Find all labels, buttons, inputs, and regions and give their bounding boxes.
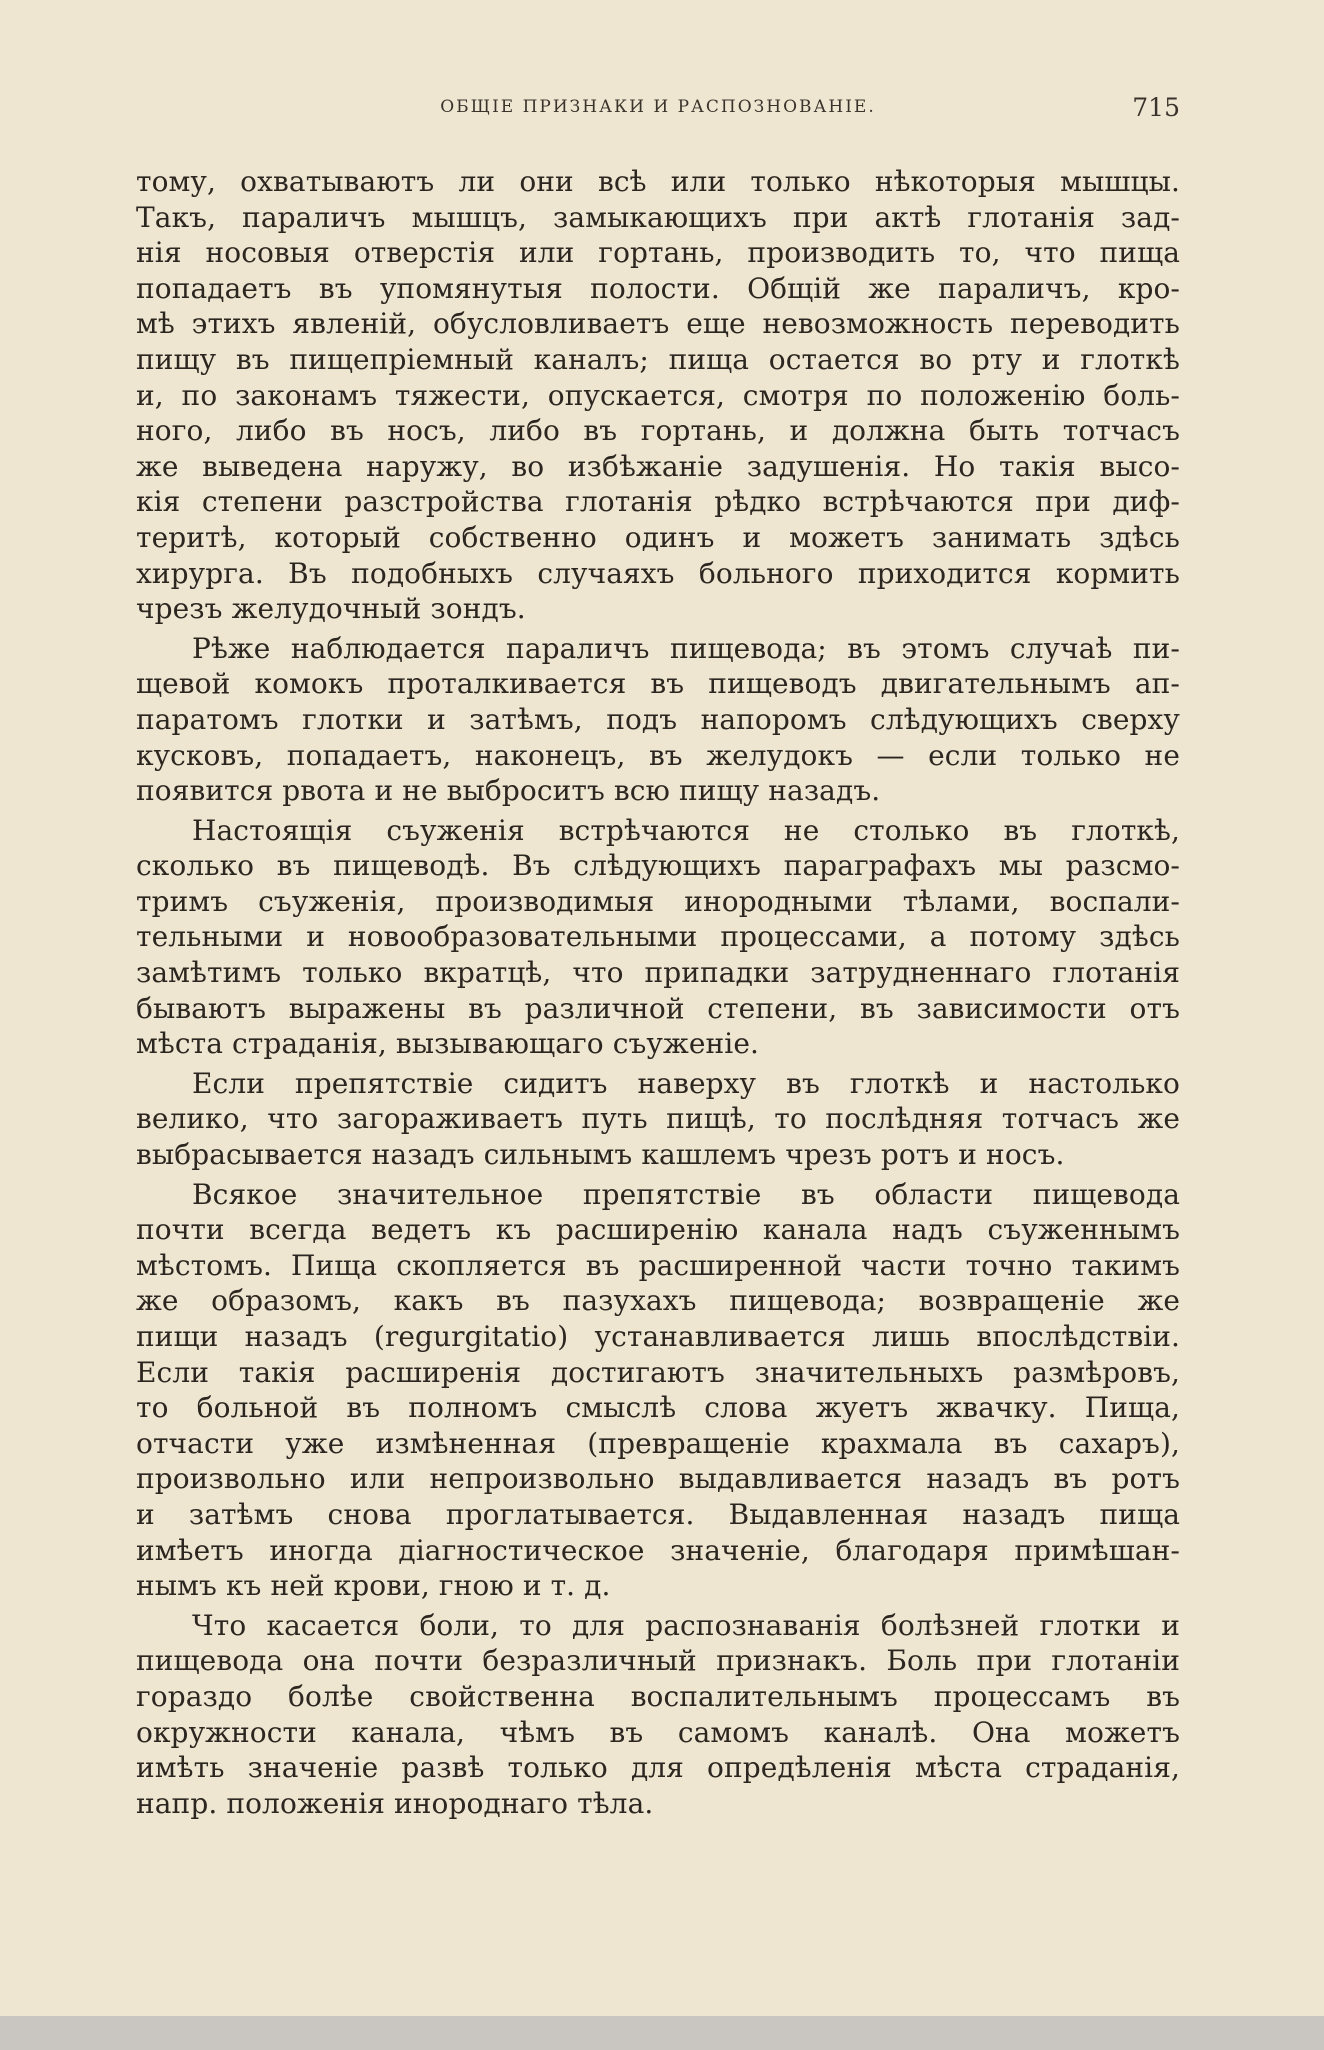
paragraph: [136, 1177, 1180, 1604]
text-line: мѣста страданія, вызывающаго съуженіе.: [136, 1027, 760, 1061]
text-line: нія носовыя отверстія или гортань, производить то, что пища: [136, 236, 1180, 270]
text-line: мѣстомъ. Пища скопляется въ расширенной части точно такимъ: [136, 1248, 1180, 1282]
text-line: нымъ къ ней крови, гною и т. д.: [136, 1569, 611, 1603]
text-line: ного, либо въ носъ, либо въ гортань, и должна быть тотчасъ: [136, 414, 1180, 448]
text-line: же выведена наружу, во избѣжаніе задушенія. Но такія высо-: [136, 449, 1180, 483]
text-line: тому, охватываютъ ли они всѣ или только нѣкоторыя мышцы.: [136, 165, 1180, 198]
text-line: пищевода она почти безразличный признакъ. Боль при глотаніи: [136, 1644, 1180, 1678]
text-line: мѣ этихъ явленій, обусловливаетъ еще невозможность переводить: [136, 307, 1180, 341]
text-line: щевой комокъ проталкивается въ пищеводъ двигательнымъ ап-: [136, 667, 1180, 701]
text-line: же образомъ, какъ въ пазухахъ пищевода; возвращеніе же: [136, 1284, 1180, 1318]
text-line: чрезъ желудочный зондъ.: [136, 592, 526, 626]
text-line: и, по законамъ тяжести, опускается, смотря по положенію боль-: [136, 378, 1180, 412]
text-line: отчасти уже измѣненная (превращеніе крахмала въ сахаръ),: [136, 1426, 1180, 1460]
text-line: Рѣже наблюдается параличъ пищевода; въ этомъ случаѣ пи-: [192, 631, 1180, 665]
text-line: напр. положенія инороднаго тѣла.: [136, 1786, 654, 1820]
text-line: имѣетъ иногда діагностическое значеніе, благодаря примѣшан-: [136, 1533, 1180, 1567]
text-line: сколько въ пищеводѣ. Въ слѣдующихъ параграфахъ мы разсмо-: [136, 849, 1180, 883]
text-line: выбрасывается назадъ сильнымъ кашлемъ чрезъ ротъ и носъ.: [136, 1138, 1065, 1172]
text-line: пищи назадъ (regurgitatio) устанавливается лишь впослѣдствіи.: [136, 1320, 1180, 1353]
text-line: и затѣмъ снова проглатывается. Выдавленная назадъ пища: [136, 1497, 1180, 1531]
text-line: велико, что загораживаетъ путь пищѣ, то послѣдняя тотчасъ же: [136, 1102, 1180, 1136]
text-line: произвольно или непроизвольно выдавливается назадъ въ ротъ: [136, 1462, 1180, 1496]
text-line: гораздо болѣе свойственна воспалительнымъ процессамъ въ: [136, 1679, 1180, 1713]
text-line: почти всегда ведетъ къ расширенію канала надъ съуженнымъ: [136, 1213, 1180, 1247]
text-line: имѣть значеніе развѣ только для опредѣленія мѣста страданія,: [136, 1751, 1180, 1785]
text-line: замѣтимъ только вкратцѣ, что припадки затрудненнаго глотанія: [136, 956, 1180, 990]
paragraph: [136, 1066, 1180, 1173]
text-line: хирурга. Въ подобныхъ случаяхъ больного приходится кормить: [136, 556, 1180, 590]
page-number: 715: [1132, 93, 1180, 122]
text-line: то больной въ полномъ смыслѣ слова жуетъ жвачку. Пища,: [136, 1391, 1180, 1425]
text-line: Что касается боли, то для распознаванія болѣзней глотки и: [192, 1608, 1180, 1642]
text-line: кусковъ, попадаетъ, наконецъ, въ желудокъ — если только не: [136, 738, 1180, 772]
paragraph: [136, 813, 1180, 1062]
text-line: тельными и новообразовательными процессами, а потому здѣсь: [136, 920, 1180, 954]
text-body: [136, 164, 1180, 1821]
text-line: бываютъ выражены въ различной степени, въ зависимости отъ: [136, 991, 1180, 1025]
text-line: теритѣ, который собственно одинъ и можетъ занимать здѣсь: [136, 520, 1180, 554]
text-line: тримъ съуженія, производимыя инородными тѣлами, воспали-: [136, 884, 1180, 918]
text-line: попадаетъ въ упомянутыя полости. Общій же параличъ, кро-: [136, 271, 1180, 305]
text-line: Такъ, параличъ мышцъ, замыкающихъ при актѣ глотанія зад-: [136, 200, 1180, 234]
text-line: окружности канала, чѣмъ въ самомъ каналѣ. Она можетъ: [136, 1715, 1180, 1749]
running-header-title: ОБЩІЕ ПРИЗНАКИ И РАСПОЗНОВАНІЕ.: [440, 97, 876, 117]
text-line: Если препятствіе сидитъ наверху въ глоткѣ и настолько: [192, 1066, 1180, 1100]
paragraph: [136, 164, 1180, 627]
text-line: Если такія расширенія достигаютъ значительныхъ размѣровъ,: [136, 1355, 1180, 1389]
running-header: [136, 93, 1180, 125]
text-line: Всякое значительное препятствіе въ области пищевода: [192, 1177, 1180, 1211]
text-line: Настоящія съуженія встрѣчаются не столько въ глоткѣ,: [192, 813, 1180, 847]
paragraph: [136, 631, 1180, 809]
text-line: появится рвота и не выброситъ всю пищу назадъ.: [136, 774, 881, 808]
text-line: паратомъ глотки и затѣмъ, подъ напоромъ слѣдующихъ сверху: [136, 702, 1180, 736]
text-line: пищу въ пищепріемный каналъ; пища остается во рту и глоткѣ: [136, 342, 1180, 376]
text-line: кія степени разстройства глотанія рѣдко встрѣчаются при диф-: [136, 485, 1180, 519]
paragraph: [136, 1608, 1180, 1822]
